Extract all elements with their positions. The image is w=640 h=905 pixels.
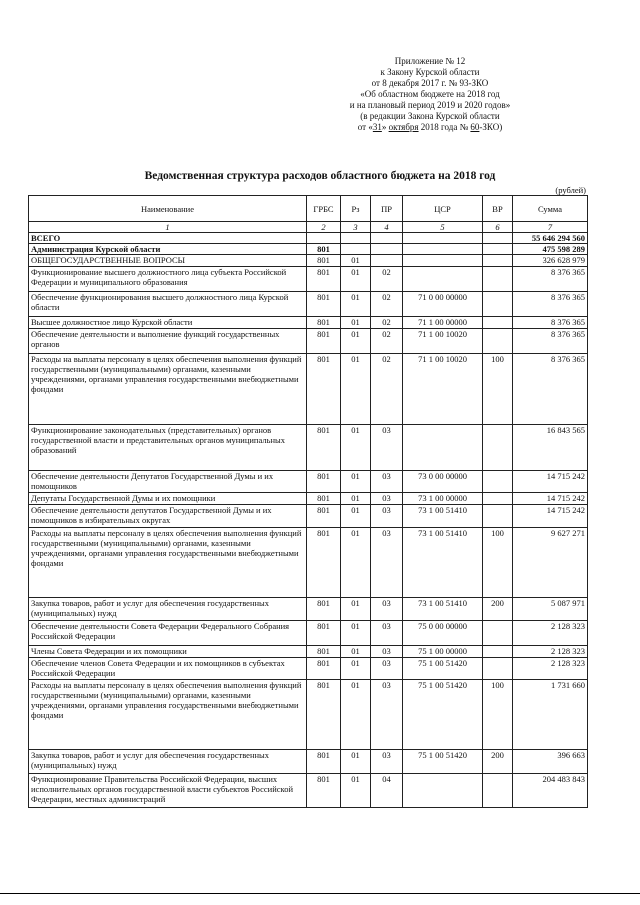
table-row: [29, 680, 588, 750]
table-row: [29, 267, 588, 292]
appendix-date-sep: »: [381, 122, 389, 132]
cell-name: Обеспечение членов Совета Федерации и их помощников в субъектах Российской Федерации: [29, 658, 307, 680]
cell-rz: 01: [341, 267, 371, 292]
cell-sum: 326 628 979: [513, 255, 588, 267]
header-vr: ВР: [483, 196, 513, 222]
appendix-line: (в редакции Закона Курской области: [360, 111, 500, 121]
cell-grbs: 801: [307, 621, 341, 646]
cell-vr: 100: [483, 528, 513, 598]
cell-pr: 03: [371, 425, 403, 471]
cell-vr: [483, 505, 513, 528]
table-row: [29, 493, 588, 505]
cell-sum: 8 376 365: [513, 354, 588, 425]
cell-pr: 02: [371, 317, 403, 329]
cell-sum: 5 087 971: [513, 598, 588, 621]
cell-pr: 03: [371, 471, 403, 493]
cell-grbs: 801: [307, 354, 341, 425]
cell-pr: 02: [371, 354, 403, 425]
cell-rz: 01: [341, 255, 371, 267]
appendix-law-number: 60: [470, 122, 480, 132]
cell-vr: [483, 646, 513, 658]
cell-csr: 75 0 00 00000: [403, 621, 483, 646]
header-rz: Рз: [341, 196, 371, 222]
appendix-date-prefix: от «: [357, 122, 373, 132]
cell-csr: 73 1 00 51410: [403, 528, 483, 598]
cell-sum: 1 731 660: [513, 680, 588, 750]
header-name: Наименование: [29, 196, 307, 222]
cell-pr: 03: [371, 493, 403, 505]
cell-name: ОБЩЕГОСУДАРСТВЕННЫЕ ВОПРОСЫ: [29, 255, 307, 267]
cell-csr: 71 0 00 00000: [403, 292, 483, 317]
cell-grbs: 801: [307, 329, 341, 354]
cell-name: Члены Совета Федерации и их помощники: [29, 646, 307, 658]
cell-name: ВСЕГО: [29, 233, 307, 244]
cell-vr: [483, 471, 513, 493]
cell-rz: 01: [341, 354, 371, 425]
cell-pr: 03: [371, 750, 403, 774]
cell-csr: 75 1 00 51420: [403, 750, 483, 774]
cell-sum: 9 627 271: [513, 528, 588, 598]
cell-rz: 01: [341, 658, 371, 680]
cell-csr: 75 1 00 51420: [403, 680, 483, 750]
appendix-line: [330, 122, 530, 133]
table-row: [29, 750, 588, 774]
cell-rz: 01: [341, 425, 371, 471]
cell-vr: 100: [483, 680, 513, 750]
cell-name: Расходы на выплаты персоналу в целях обеспечения выполнения функций государственными (муниципальными) органами, казенными учреждениями, органами управления государственными внебюджетными фондами: [29, 354, 307, 425]
header-sum: Сумма: [513, 196, 588, 222]
cell-sum: 8 376 365: [513, 267, 588, 292]
table-row: [29, 317, 588, 329]
cell-rz: 01: [341, 774, 371, 808]
cell-sum: 8 376 365: [513, 292, 588, 317]
cell-csr: [403, 244, 483, 255]
cell-name: Обеспечение деятельности и выполнение функций государственных органов: [29, 329, 307, 354]
cell-rz: 01: [341, 528, 371, 598]
appendix-line: и на плановый период 2019 и 2020 годов»: [349, 100, 511, 110]
cell-csr: 71 1 00 10020: [403, 329, 483, 354]
column-number: 2: [307, 222, 341, 233]
appendix-line: от 8 декабря 2017 г. № 93-ЗКО: [371, 78, 489, 88]
cell-name: Расходы на выплаты персоналу в целях обеспечения выполнения функций государственными (муниципальными) органами, казенными учреждениями, органами управления государственными внебюджетными фондами: [29, 680, 307, 750]
cell-sum: 14 715 242: [513, 505, 588, 528]
cell-rz: 01: [341, 750, 371, 774]
table-row: [29, 233, 588, 244]
cell-sum: 475 598 289: [513, 244, 588, 255]
cell-vr: [483, 255, 513, 267]
cell-name: Депутаты Государственной Думы и их помощники: [29, 493, 307, 505]
cell-pr: 03: [371, 680, 403, 750]
table-row: [29, 329, 588, 354]
cell-pr: 03: [371, 528, 403, 598]
cell-vr: [483, 329, 513, 354]
cell-name: Расходы на выплаты персоналу в целях обеспечения выполнения функций государственными (муниципальными) органами, казенными учреждениями, органами управления государственными внебюджетными фондами: [29, 528, 307, 598]
cell-grbs: 801: [307, 471, 341, 493]
cell-rz: 01: [341, 598, 371, 621]
cell-vr: [483, 317, 513, 329]
header-csr: ЦСР: [403, 196, 483, 222]
page-bottom-rule: [0, 893, 640, 894]
cell-sum: 2 128 323: [513, 646, 588, 658]
cell-rz: 01: [341, 329, 371, 354]
cell-name: Закупка товаров, работ и услуг для обеспечения государственных (муниципальных) нужд: [29, 750, 307, 774]
cell-pr: 03: [371, 621, 403, 646]
cell-name: Функционирование Правительства Российской Федерации, высших исполнительных органов государственной власти субъектов Российской Федерации, местных администраций: [29, 774, 307, 808]
cell-rz: 01: [341, 292, 371, 317]
cell-vr: 200: [483, 750, 513, 774]
table-row: [29, 244, 588, 255]
cell-vr: [483, 621, 513, 646]
cell-pr: 04: [371, 774, 403, 808]
table-row: [29, 774, 588, 808]
cell-name: Высшее должностное лицо Курской области: [29, 317, 307, 329]
table-row: [29, 425, 588, 471]
cell-grbs: 801: [307, 267, 341, 292]
cell-pr: [371, 233, 403, 244]
cell-grbs: 801: [307, 493, 341, 505]
cell-grbs: 801: [307, 658, 341, 680]
cell-grbs: 801: [307, 505, 341, 528]
appendix-block: [330, 56, 530, 133]
cell-rz: 01: [341, 493, 371, 505]
cell-csr: 73 1 00 00000: [403, 493, 483, 505]
cell-grbs: 801: [307, 425, 341, 471]
cell-sum: 2 128 323: [513, 621, 588, 646]
column-number: 7: [513, 222, 588, 233]
cell-vr: [483, 244, 513, 255]
cell-vr: 200: [483, 598, 513, 621]
column-number: 3: [341, 222, 371, 233]
cell-grbs: 801: [307, 598, 341, 621]
cell-pr: [371, 244, 403, 255]
cell-name: Закупка товаров, работ и услуг для обеспечения государственных (муниципальных) нужд: [29, 598, 307, 621]
cell-csr: 75 1 00 00000: [403, 646, 483, 658]
cell-vr: [483, 233, 513, 244]
cell-vr: [483, 493, 513, 505]
cell-csr: 73 1 00 51410: [403, 598, 483, 621]
cell-rz: 01: [341, 317, 371, 329]
cell-grbs: 801: [307, 646, 341, 658]
cell-name: Обеспечение функционирования высшего должностного лица Курской области: [29, 292, 307, 317]
cell-rz: 01: [341, 646, 371, 658]
cell-vr: [483, 292, 513, 317]
table-row: [29, 292, 588, 317]
table-row: [29, 528, 588, 598]
cell-csr: 73 0 00 00000: [403, 471, 483, 493]
column-number-row: [29, 222, 588, 233]
cell-grbs: 801: [307, 680, 341, 750]
cell-grbs: 801: [307, 255, 341, 267]
cell-rz: 01: [341, 680, 371, 750]
table-row: [29, 658, 588, 680]
cell-pr: 03: [371, 598, 403, 621]
cell-sum: 8 376 365: [513, 329, 588, 354]
cell-grbs: [307, 233, 341, 244]
cell-vr: [483, 267, 513, 292]
cell-pr: 03: [371, 646, 403, 658]
column-number: 5: [403, 222, 483, 233]
appendix-date-day: 31: [372, 122, 382, 132]
header-grbs: ГРБС: [307, 196, 341, 222]
cell-rz: 01: [341, 471, 371, 493]
cell-rz: 01: [341, 621, 371, 646]
cell-grbs: 801: [307, 774, 341, 808]
cell-grbs: 801: [307, 750, 341, 774]
cell-csr: [403, 233, 483, 244]
column-number: 1: [29, 222, 307, 233]
cell-csr: 75 1 00 51420: [403, 658, 483, 680]
table-header-row: [29, 196, 588, 222]
cell-vr: [483, 774, 513, 808]
appendix-line: к Закону Курской области: [380, 67, 480, 77]
table-row: [29, 621, 588, 646]
header-pr: ПР: [371, 196, 403, 222]
cell-sum: 204 483 843: [513, 774, 588, 808]
cell-pr: [371, 255, 403, 267]
cell-grbs: 801: [307, 317, 341, 329]
table-row: [29, 255, 588, 267]
cell-csr: 73 1 00 51410: [403, 505, 483, 528]
units-label: (рублей): [555, 185, 586, 195]
cell-rz: [341, 233, 371, 244]
cell-sum: 2 128 323: [513, 658, 588, 680]
cell-rz: 01: [341, 505, 371, 528]
cell-name: Обеспечение деятельности Депутатов Государственной Думы и их помощников: [29, 471, 307, 493]
budget-table: [28, 195, 588, 808]
cell-csr: [403, 267, 483, 292]
cell-pr: 02: [371, 267, 403, 292]
cell-rz: [341, 244, 371, 255]
table-row: [29, 354, 588, 425]
table-row: [29, 598, 588, 621]
cell-name: Администрация Курской области: [29, 244, 307, 255]
appendix-date-sep: 2018 года №: [418, 122, 471, 132]
cell-name: Обеспечение деятельности депутатов Государственной Думы и их помощников в избирательных округах: [29, 505, 307, 528]
appendix-line: Приложение № 12: [394, 56, 466, 66]
appendix-law-suffix: -ЗКО): [479, 122, 503, 132]
cell-sum: 14 715 242: [513, 471, 588, 493]
cell-pr: 03: [371, 505, 403, 528]
cell-csr: [403, 774, 483, 808]
cell-csr: [403, 255, 483, 267]
table-row: [29, 505, 588, 528]
cell-csr: [403, 425, 483, 471]
cell-name: Функционирование законодательных (представительных) органов государственной власти и представительных органов муниципальных образований: [29, 425, 307, 471]
cell-vr: [483, 658, 513, 680]
cell-sum: 16 843 565: [513, 425, 588, 471]
cell-sum: 14 715 242: [513, 493, 588, 505]
cell-csr: 71 1 00 10020: [403, 354, 483, 425]
table-row: [29, 646, 588, 658]
cell-sum: 396 663: [513, 750, 588, 774]
document-title: Ведомственная структура расходов областного бюджета на 2018 год: [144, 170, 496, 182]
cell-name: Функционирование высшего должностного лица субъекта Российской Федерации и муниципального образования: [29, 267, 307, 292]
cell-grbs: 801: [307, 292, 341, 317]
cell-vr: [483, 425, 513, 471]
table-row: [29, 471, 588, 493]
appendix-line: «Об областном бюджете на 2018 год: [360, 89, 500, 99]
cell-sum: 8 376 365: [513, 317, 588, 329]
cell-pr: 02: [371, 292, 403, 317]
cell-pr: 02: [371, 329, 403, 354]
cell-grbs: 801: [307, 528, 341, 598]
cell-csr: 71 1 00 00000: [403, 317, 483, 329]
cell-pr: 03: [371, 658, 403, 680]
cell-name: Обеспечение деятельности Совета Федерации Федерального Собрания Российской Федерации: [29, 621, 307, 646]
appendix-date-month: октября: [388, 122, 419, 132]
cell-vr: 100: [483, 354, 513, 425]
column-number: 4: [371, 222, 403, 233]
cell-sum: 55 646 294 560: [513, 233, 588, 244]
cell-grbs: 801: [307, 244, 341, 255]
column-number: 6: [483, 222, 513, 233]
